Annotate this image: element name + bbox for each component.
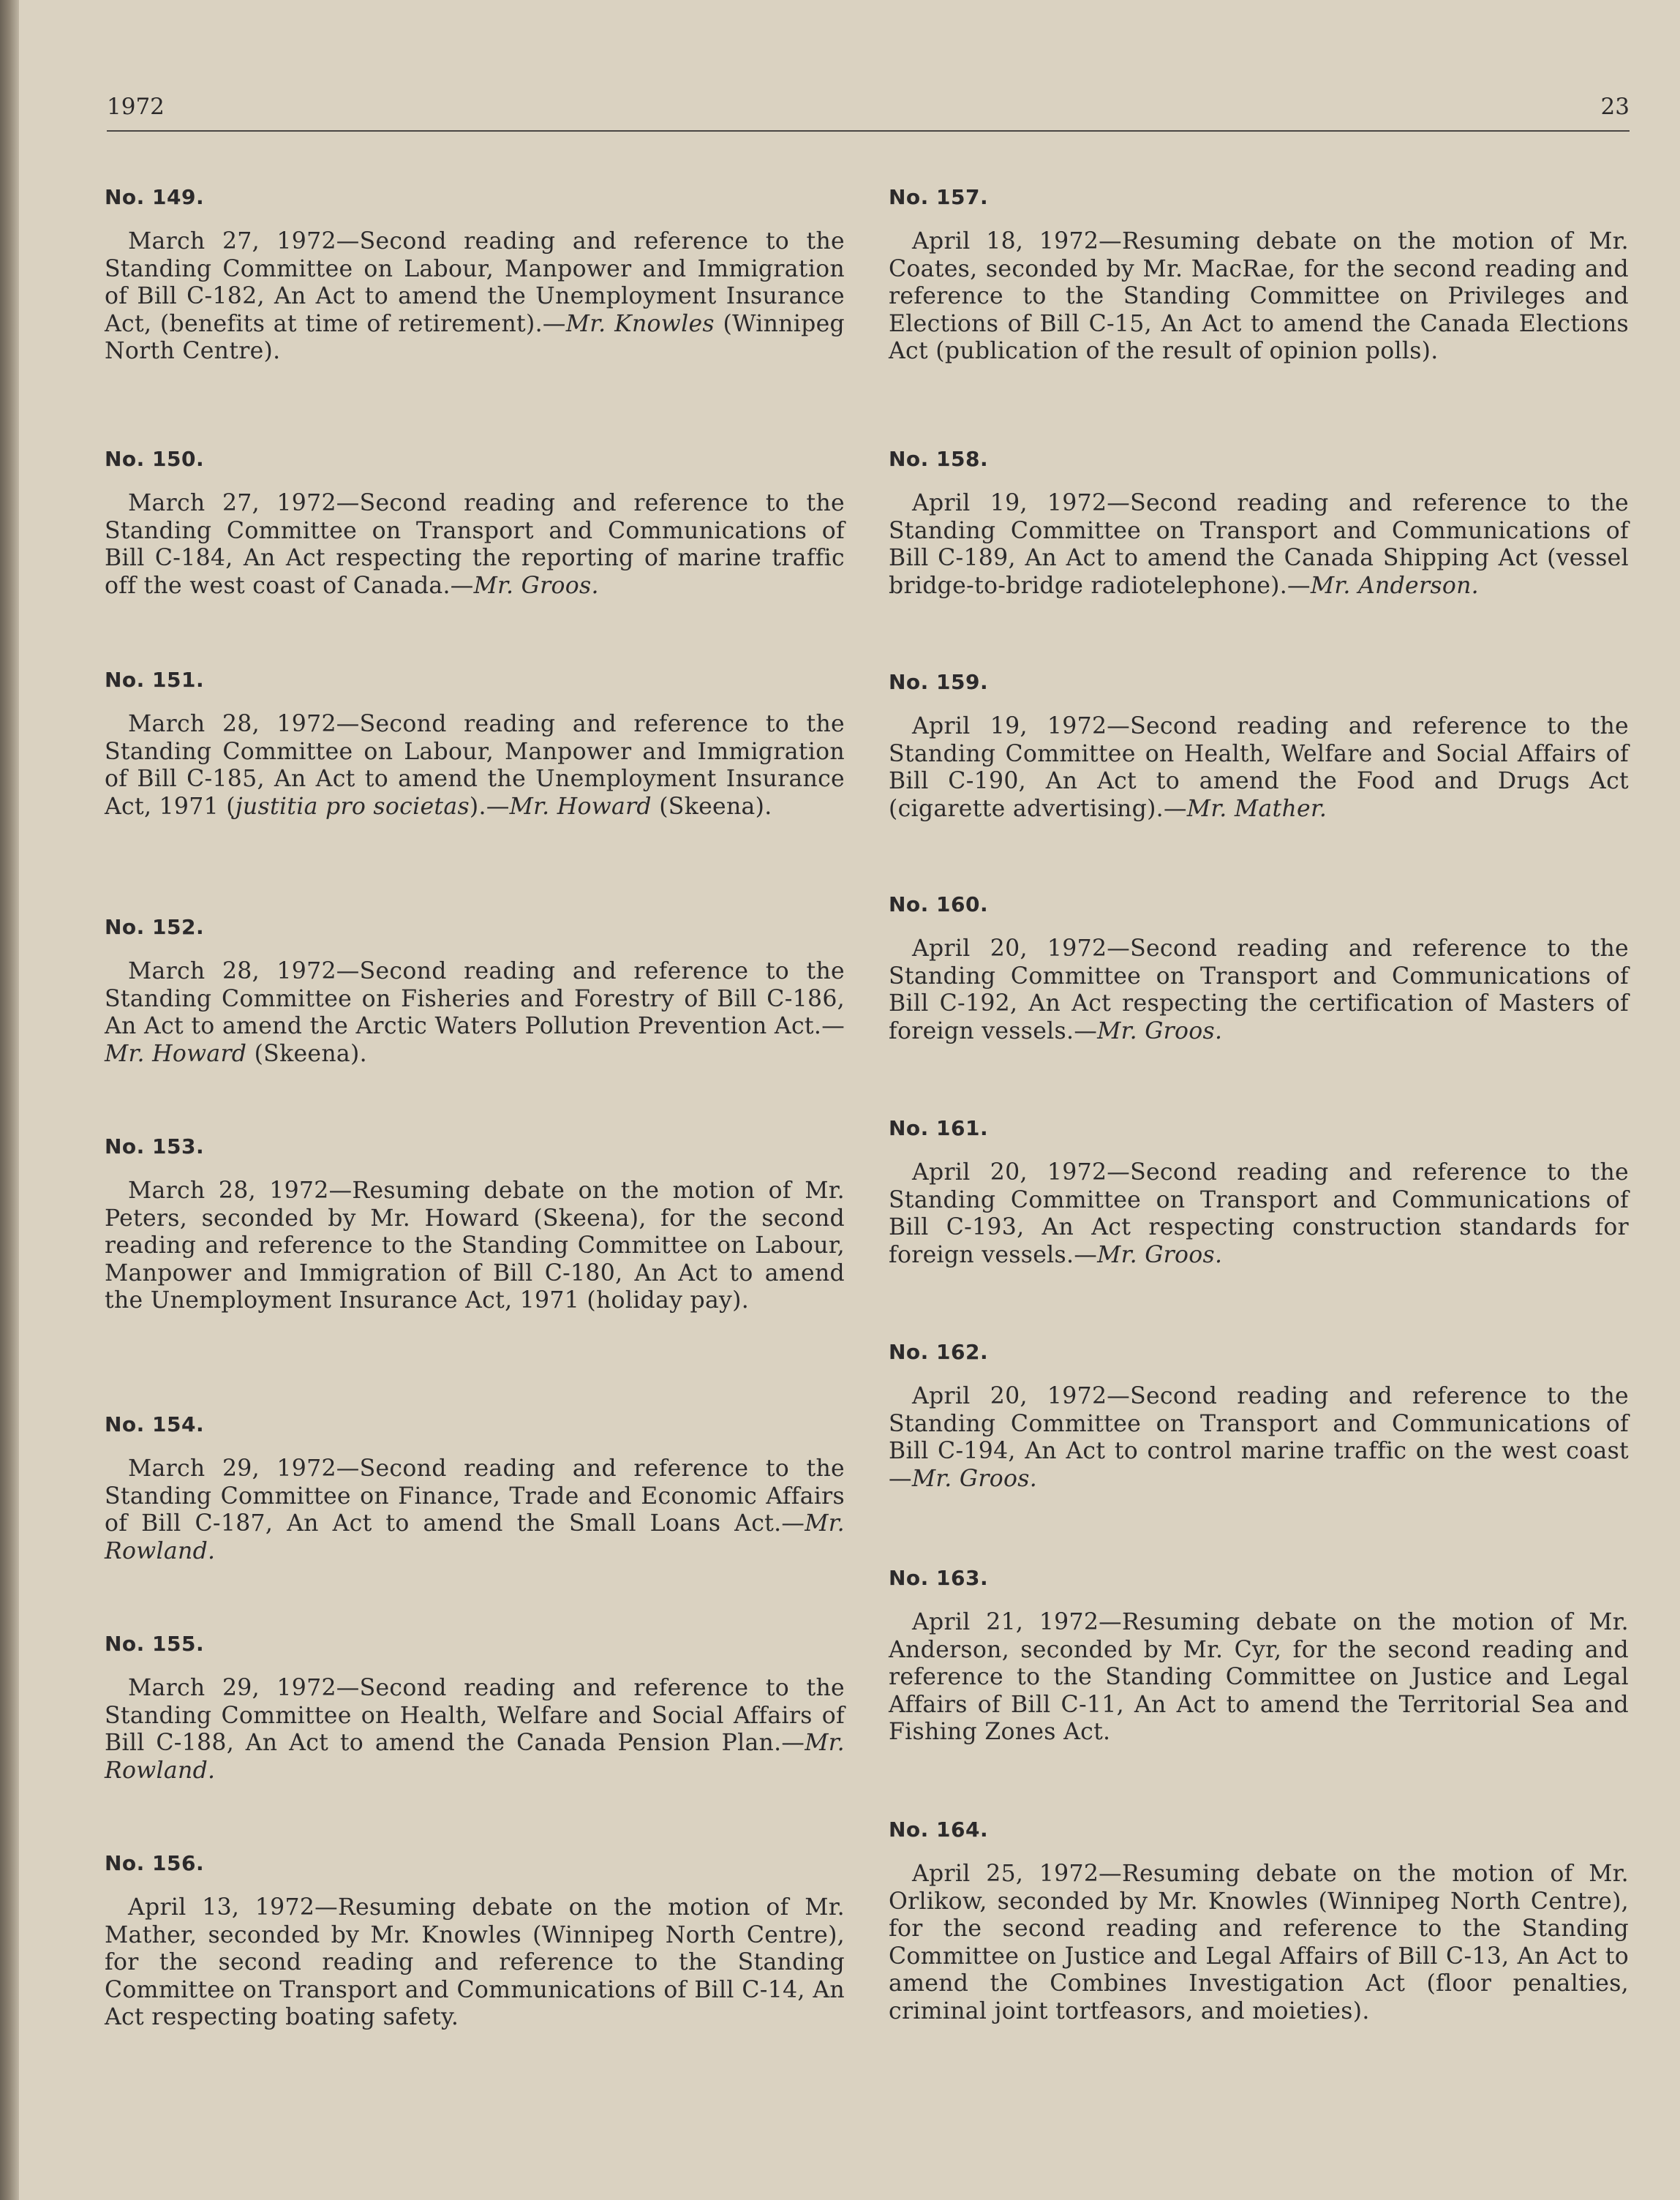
notice-text: April 19, 1972—Second reading and reference to the Standing Committee on Transport and Communications of Bill C-189, An Act to amend the Canada Shipping Act (vessel bridge-to-bridge radiotelephone).—Mr. Anderson. bbox=[889, 490, 1629, 599]
header-year: 1972 bbox=[107, 94, 165, 120]
notice-entry bbox=[889, 183, 1629, 366]
sponsor-name: Mr. Groos. bbox=[1097, 1017, 1223, 1044]
sponsor-name: Mr. Knowles bbox=[565, 310, 715, 337]
notice-number: No. 158. bbox=[889, 447, 989, 471]
notice-number: No. 155. bbox=[105, 1632, 205, 1656]
notice-text: April 20, 1972—Second reading and reference to the Standing Committee on Transport and Communications of Bill C-193, An Act respecting construction standards for foreign vessels.—Mr. Groos. bbox=[889, 1159, 1629, 1268]
notice-entry bbox=[105, 183, 845, 366]
notice-number: No. 159. bbox=[889, 670, 989, 694]
sponsor-name: Mr. Groos. bbox=[911, 1465, 1038, 1492]
page-number: 23 bbox=[1600, 94, 1630, 120]
notice-text: April 13, 1972—Resuming debate on the motion of Mr. Mather, seconded by Mr. Knowles (Winnipeg North Centre), for the second reading and reference to the Standing Committee on Transport and Communications of Bill C-14, An Act respecting boating safety. bbox=[105, 1894, 845, 2030]
notice-entry bbox=[889, 668, 1629, 823]
notice-text: April 21, 1972—Resuming debate on the motion of Mr. Anderson, seconded by Mr. Cyr, for the second reading and reference to the Standing Committee on Justice and Legal Affairs of Bill C-11, An Act to amend the Territorial Sea and Fishing Zones Act. bbox=[889, 1609, 1629, 1745]
notice-entry bbox=[105, 666, 845, 821]
notice-entry bbox=[889, 1815, 1629, 2025]
notice-entry bbox=[889, 890, 1629, 1045]
sponsor-name: Mr. Howard bbox=[105, 1040, 247, 1067]
notice-number: No. 152. bbox=[105, 915, 205, 939]
notice-entry bbox=[105, 445, 845, 600]
notice-number: No. 157. bbox=[889, 185, 989, 209]
notice-text: March 29, 1972—Second reading and reference to the Standing Committee on Finance, Trade and Economic Affairs of Bill C-187, An Act to amend the Small Loans Act.—Mr. Rowland. bbox=[105, 1455, 845, 1564]
sponsor-name: Mr. Anderson. bbox=[1310, 572, 1479, 599]
notice-text: March 29, 1972—Second reading and reference to the Standing Committee on Health, Welfare and Social Affairs of Bill C-188, An Act to amend the Canada Pension Plan.—Mr. Rowland. bbox=[105, 1675, 845, 1784]
notice-number: No. 150. bbox=[105, 447, 205, 471]
notice-entry bbox=[889, 1114, 1629, 1269]
notice-entry bbox=[105, 1132, 845, 1315]
notice-text: April 25, 1972—Resuming debate on the motion of Mr. Orlikow, seconded by Mr. Knowles (Winnipeg North Centre), for the second reading and reference to the Standing Committee on Justice and Legal Affairs of Bill C-13, An Act to amend the Combines Investigation Act (floor penalties, criminal joint tortfeasors, and moieties). bbox=[889, 1861, 1629, 2024]
sponsor-name: Mr. Rowland. bbox=[105, 1510, 845, 1564]
sponsor-name: Mr. Rowland. bbox=[105, 1730, 845, 1784]
page-header bbox=[107, 94, 1630, 132]
notice-number: No. 161. bbox=[889, 1116, 989, 1140]
notice-number: No. 156. bbox=[105, 1851, 205, 1875]
notice-number: No. 163. bbox=[889, 1566, 989, 1590]
notice-number: No. 154. bbox=[105, 1412, 205, 1436]
notice-entry bbox=[105, 1849, 845, 2032]
notice-entry bbox=[889, 1564, 1629, 1747]
notice-entry bbox=[105, 1410, 845, 1565]
notice-text: April 18, 1972—Resuming debate on the motion of Mr. Coates, seconded by Mr. MacRae, for the second reading and reference to the Standing Committee on Privileges and Elections of Bill C-15, An Act to amend the Canada Elections Act (publication of the result of opinion polls). bbox=[889, 228, 1629, 364]
notice-text: April 20, 1972—Second reading and reference to the Standing Committee on Transport and Communications of Bill C-194, An Act to control marine traffic on the west coast—Mr. Groos. bbox=[889, 1383, 1629, 1492]
notice-number: No. 160. bbox=[889, 892, 989, 916]
notice-number: No. 149. bbox=[105, 185, 205, 209]
notice-text: April 20, 1972—Second reading and reference to the Standing Committee on Transport and Communications of Bill C-192, An Act respecting the certification of Masters of foreign vessels.—Mr. Groos. bbox=[889, 935, 1629, 1044]
notice-text: March 28, 1972—Second reading and reference to the Standing Committee on Labour, Manpower and Immigration of Bill C-185, An Act to amend the Unemployment Insurance Act, 1971 (justitia pro societas).—Mr. Howard (Skeena). bbox=[105, 711, 845, 820]
notice-number: No. 153. bbox=[105, 1134, 205, 1159]
sponsor-name: Mr. Mather. bbox=[1186, 795, 1327, 822]
notice-number: No. 151. bbox=[105, 668, 205, 692]
notice-number: No. 164. bbox=[889, 1817, 989, 1842]
notice-entry bbox=[105, 913, 845, 1068]
notice-number: No. 162. bbox=[889, 1340, 989, 1364]
notice-entry bbox=[105, 1630, 845, 1785]
page-binding-shadow bbox=[0, 0, 19, 2200]
italic-phrase: justitia pro societas bbox=[235, 793, 470, 820]
sponsor-name: Mr. Groos. bbox=[473, 572, 599, 599]
notice-text: March 27, 1972—Second reading and reference to the Standing Committee on Transport and Communications of Bill C-184, An Act respecting the reporting of marine traffic off the west coast of Canada.—Mr. Groos. bbox=[105, 490, 845, 599]
notice-text: April 19, 1972—Second reading and reference to the Standing Committee on Health, Welfare and Social Affairs of Bill C-190, An Act to amend the Food and Drugs Act (cigarette advertising).—Mr. Mather. bbox=[889, 713, 1629, 822]
notice-text: March 27, 1972—Second reading and reference to the Standing Committee on Labour, Manpower and Immigration of Bill C-182, An Act to amend the Unemployment Insurance Act, (benefits at time of retirement).—Mr. Knowles (Winnipeg North Centre). bbox=[105, 228, 845, 364]
sponsor-name: Mr. Groos. bbox=[1097, 1241, 1223, 1268]
sponsor-name: Mr. Howard bbox=[509, 793, 652, 820]
notice-entry bbox=[889, 1338, 1629, 1493]
notice-text: March 28, 1972—Second reading and reference to the Standing Committee on Fisheries and Forestry of Bill C-186, An Act to amend the Arctic Waters Pollution Prevention Act.—Mr. Howard (Skeena). bbox=[105, 958, 845, 1067]
notice-text: March 28, 1972—Resuming debate on the motion of Mr. Peters, seconded by Mr. Howard (Skeena), for the second reading and reference to the Standing Committee on Labour, Manpower and Immigration of Bill C-180, An Act to amend the Unemployment Insurance Act, 1971 (holiday pay). bbox=[105, 1178, 845, 1314]
notice-entry bbox=[889, 445, 1629, 600]
